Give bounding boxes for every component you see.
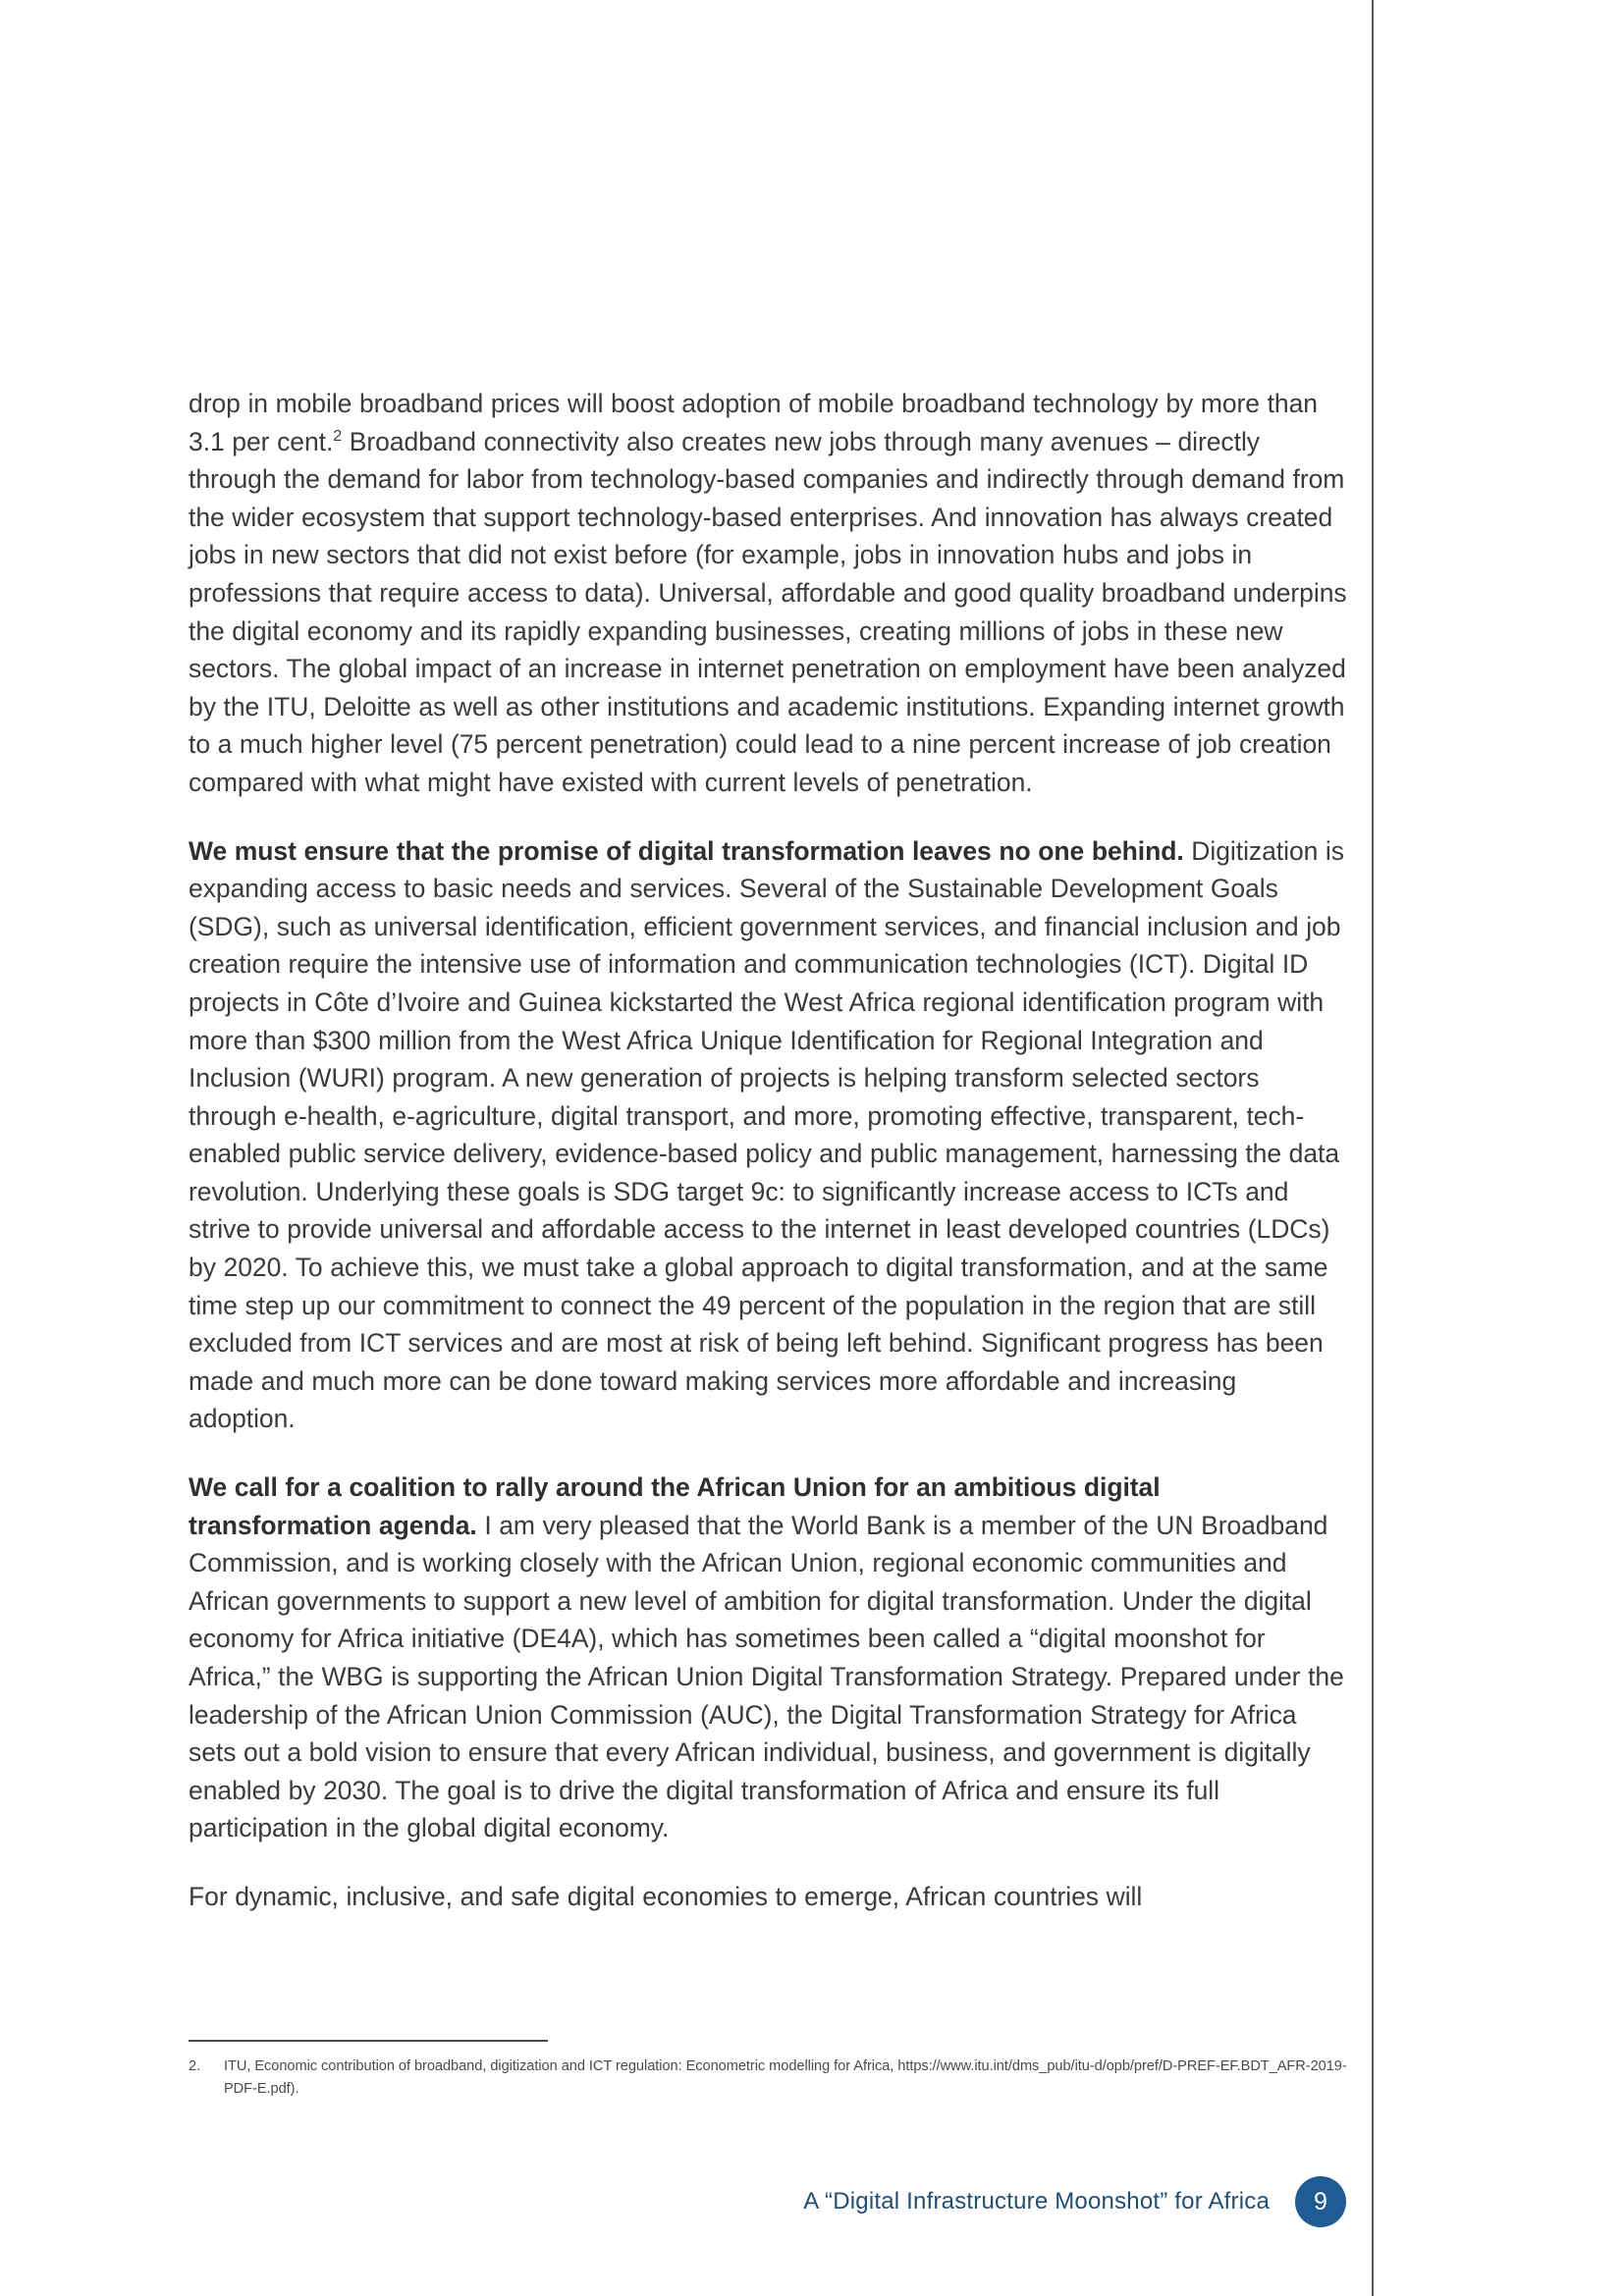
paragraph-african-union-coalition	[189, 1468, 1349, 1847]
page-number-badge: 9	[1295, 2176, 1346, 2227]
paragraph-3-lead-sentence: We call for a coalition to rally around the African Union for an ambitious digital transformation agenda.	[189, 1472, 1161, 1540]
footnote-item	[189, 2056, 1349, 2101]
paragraph-1-text-before-footnote: drop in mobile broadband prices will boost adoption of mobile broadband technology by more than 3.1 per cent.	[189, 389, 1318, 456]
footnote-reference-2[interactable]: 2	[333, 427, 343, 445]
page-footer	[0, 2167, 1372, 2236]
footnote-number: 2.	[189, 2058, 201, 2074]
page-edge-rule	[1372, 0, 1374, 2296]
paragraph-digital-transformation	[189, 832, 1349, 1439]
footnote-text: ITU, Economic contribution of broadband, digitization and ICT regulation: Econometric modelling for Africa, https://www.itu.int/dms_pub/itu-d/opb/pref/D-PREF-EF.BDT_AFR-2019-PDF-E.pdf).	[224, 2058, 1347, 2097]
paragraph-2-body-text: Digitization is expanding access to basic needs and services. Several of the Sustainable Development Goals (SDG), such as universal identification, efficient government services, and financial inclusion and job creation require the intensive use of information and communication technologies (ICT). Digital ID projects in Côte d’Ivoire and Guinea kickstarted the West Africa regional identification program with more than $300 million from the West Africa Unique Identification for Regional Integration and Inclusion (WURI) program. A new generation of projects is helping transform selected sectors through e-health, e-agriculture, digital transport, and more, promoting effective, transparent, tech-enabled public service delivery, evidence-based policy and public management, harnessing the data revolution. Underlying these goals is SDG target 9c: to significantly increase access to ICTs and strive to provide universal and affordable access to the internet in least developed countries (LDCs) by 2020. To achieve this, we must take a global approach to digital transformation, and at the same time step up our commitment to connect the 49 percent of the population in the region that are still excluded from ICT services and are most at risk of being left behind. Significant progress has been made and much more can be done toward making services more affordable and increasing adoption.	[189, 835, 1344, 1434]
paragraph-continuation	[189, 385, 1349, 802]
body-text-column	[189, 385, 1349, 1916]
footnote-separator-rule	[189, 2040, 548, 2042]
paragraph-closing-line: For dynamic, inclusive, and safe digital economies to emerge, African countries will	[189, 1881, 1143, 1911]
paragraph-1-text-after-footnote: Broadband connectivity also creates new jobs through many avenues – directly through the demand for labor from technology-based companies and indirectly through demand from the wider ecosystem that support technology-based enterprises. And innovation has always created jobs in new sectors that did not exist before (for example, jobs in innovation hubs and jobs in professions that require access to data). Universal, affordable and good quality broadband underpins the digital economy and its rapidly expanding businesses, creating millions of jobs in these new sectors. The global impact of an increase in internet penetration on employment have been analyzed by the ITU, Deloitte as well as other institutions and academic institutions. Expanding internet growth to a much higher level (75 percent penetration) could lead to a nine percent increase of job creation compared with what might have existed with current levels of penetration.	[189, 426, 1347, 797]
footnote-section	[189, 2040, 1349, 2101]
footer-document-title: A “Digital Infrastructure Moonshot” for Africa	[803, 2188, 1270, 2215]
paragraph-2-lead-sentence: We must ensure that the promise of digital transformation leaves no one behind.	[189, 835, 1184, 866]
paragraph-3-body-text: I am very pleased that the World Bank is a member of the UN Broadband Commission, and is working closely with the African Union, regional economic communities and African governments to support a new level of ambition for digital transformation. Under the digital economy for Africa initiative (DE4A), which has sometimes been called a “digital moonshot for Africa,” the WBG is supporting the African Union Digital Transformation Strategy. Prepared under the leadership of the African Union Commission (AUC), the Digital Transformation Strategy for Africa sets out a bold vision to ensure that every African individual, business, and government is digitally enabled by 2030. The goal is to drive the digital transformation of Africa and ensure its full participation in the global digital economy.	[189, 1510, 1344, 1843]
